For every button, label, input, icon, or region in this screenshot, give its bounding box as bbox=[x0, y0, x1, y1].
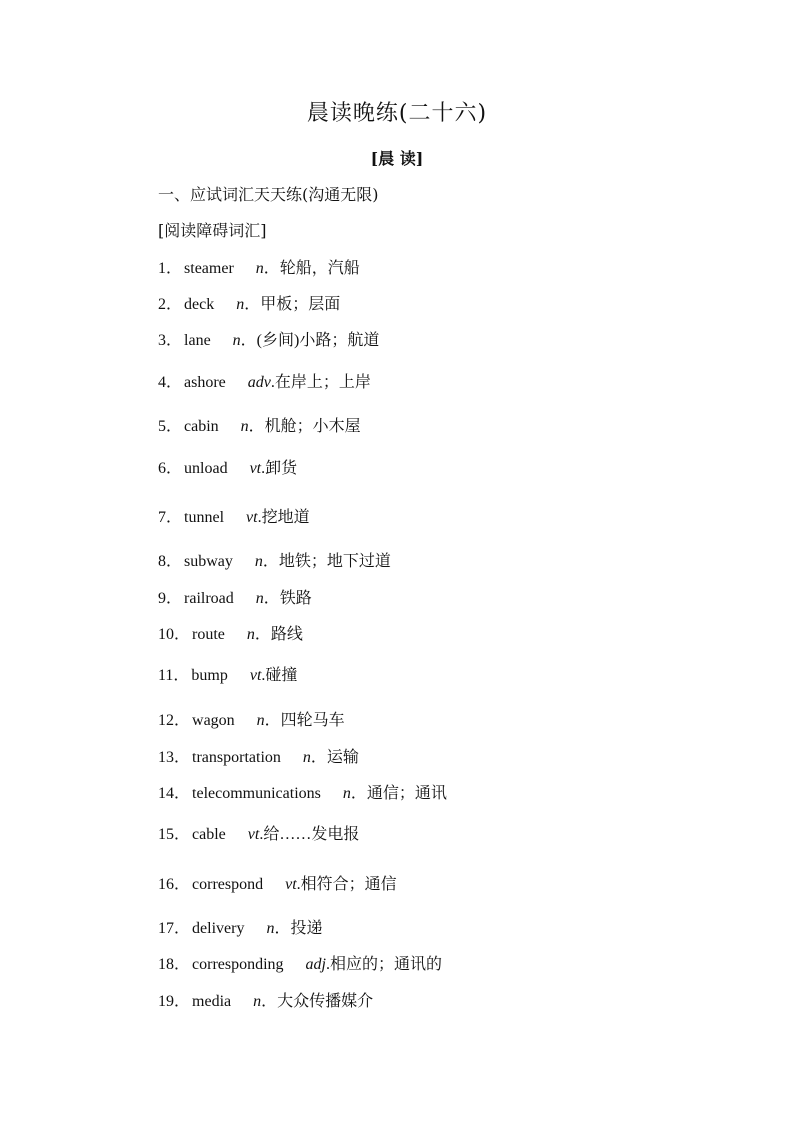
entry-word: media bbox=[192, 993, 232, 1010]
vocab-entry bbox=[158, 504, 310, 527]
entry-definition: .相符合；通信 bbox=[296, 876, 397, 893]
entry-word: cabin bbox=[184, 418, 219, 435]
entry-number: 2． bbox=[158, 296, 183, 313]
entry-number: 5． bbox=[158, 418, 183, 435]
entry-definition: ．铁路 bbox=[263, 590, 312, 607]
entry-part-of-speech: n bbox=[255, 590, 264, 607]
entry-number: 12． bbox=[158, 712, 191, 729]
entry-word: bump bbox=[191, 667, 228, 684]
entry-number: 6． bbox=[158, 460, 183, 477]
entry-part-of-speech: n bbox=[253, 993, 262, 1010]
entry-definition: ．大众传播媒介 bbox=[261, 993, 374, 1010]
entry-definition: ．四轮马车 bbox=[264, 712, 345, 729]
vocab-entry bbox=[158, 744, 359, 767]
entry-number: 19． bbox=[158, 993, 191, 1010]
section-subtitle: [晨 读] bbox=[370, 149, 424, 168]
entry-word: transportation bbox=[192, 749, 281, 766]
vocab-entry bbox=[158, 455, 297, 478]
entry-word: lane bbox=[184, 332, 211, 349]
entry-part-of-speech: n bbox=[246, 626, 255, 643]
vocab-entry bbox=[158, 255, 360, 278]
section-heading: 一、应试词汇天天练(沟通无限) bbox=[158, 185, 379, 204]
entry-part-of-speech: n bbox=[240, 418, 249, 435]
entry-number: 3． bbox=[158, 332, 183, 349]
entry-number: 17． bbox=[158, 920, 191, 937]
vocab-entry bbox=[158, 621, 303, 644]
entry-word: unload bbox=[184, 460, 228, 477]
vocab-entry bbox=[158, 327, 379, 350]
entry-definition: ．机舱；小木屋 bbox=[248, 418, 361, 435]
entry-definition: .卸货 bbox=[261, 460, 298, 477]
vocab-entry bbox=[158, 291, 340, 314]
entry-definition: ．地铁；地下过道 bbox=[262, 553, 391, 570]
entry-part-of-speech: n bbox=[232, 332, 241, 349]
entry-definition: ．(乡间)小路；航道 bbox=[240, 332, 380, 349]
entry-definition: ．运输 bbox=[310, 749, 359, 766]
entry-part-of-speech: n bbox=[255, 260, 264, 277]
entry-word: correspond bbox=[192, 876, 264, 893]
entry-definition: ．路线 bbox=[254, 626, 303, 643]
entry-definition: .在岸上；上岸 bbox=[270, 374, 371, 391]
vocab-entry bbox=[158, 707, 345, 730]
entry-number: 1． bbox=[158, 260, 183, 277]
entry-definition: .碰撞 bbox=[261, 667, 298, 684]
entry-number: 8． bbox=[158, 553, 183, 570]
entry-definition: ．投递 bbox=[274, 920, 323, 937]
vocab-entry bbox=[158, 548, 391, 571]
category-heading: [阅读障碍词汇] bbox=[158, 221, 267, 240]
vocab-entry bbox=[158, 821, 359, 844]
entry-word: steamer bbox=[184, 260, 234, 277]
entry-definition: ．通信；通讯 bbox=[350, 785, 447, 802]
entry-part-of-speech: n bbox=[302, 749, 311, 766]
vocab-entry bbox=[158, 585, 312, 608]
entry-number: 11． bbox=[158, 667, 190, 684]
entry-part-of-speech: n bbox=[256, 712, 265, 729]
entry-part-of-speech: vt bbox=[249, 460, 262, 477]
vocab-entry bbox=[158, 915, 322, 938]
page-title: 晨读晚练(二十六) bbox=[306, 101, 488, 126]
vocab-entry bbox=[158, 871, 397, 894]
entry-number: 10． bbox=[158, 626, 191, 643]
entry-word: deck bbox=[184, 296, 215, 313]
entry-part-of-speech: n bbox=[236, 296, 245, 313]
vocab-entry bbox=[158, 988, 373, 1011]
entry-word: ashore bbox=[184, 374, 226, 391]
entry-part-of-speech: vt bbox=[247, 826, 260, 843]
entry-definition: .挖地道 bbox=[257, 509, 310, 526]
entry-number: 15． bbox=[158, 826, 191, 843]
entry-number: 16． bbox=[158, 876, 191, 893]
entry-word: delivery bbox=[192, 920, 245, 937]
entry-part-of-speech: adj bbox=[305, 956, 326, 973]
entry-number: 7． bbox=[158, 509, 183, 526]
entry-definition: ．轮船，汽船 bbox=[263, 260, 360, 277]
entry-word: corresponding bbox=[192, 956, 284, 973]
entry-definition: .相应的；通讯的 bbox=[326, 956, 443, 973]
entry-word: subway bbox=[184, 553, 233, 570]
entry-part-of-speech: n bbox=[254, 553, 263, 570]
entry-part-of-speech: n bbox=[342, 785, 351, 802]
entry-part-of-speech: n bbox=[266, 920, 275, 937]
vocab-entry bbox=[158, 951, 442, 974]
entry-part-of-speech: adv bbox=[247, 374, 271, 391]
entry-part-of-speech: vt bbox=[285, 876, 297, 893]
entry-definition: .给……发电报 bbox=[259, 826, 360, 843]
entry-word: route bbox=[192, 626, 225, 643]
vocab-entry bbox=[158, 369, 371, 392]
vocab-entry bbox=[158, 780, 447, 803]
entry-word: cable bbox=[192, 826, 226, 843]
entry-word: tunnel bbox=[184, 509, 225, 526]
vocab-entry bbox=[158, 662, 297, 685]
entry-number: 4． bbox=[158, 374, 183, 391]
entry-part-of-speech: vt bbox=[249, 667, 262, 684]
entry-word: railroad bbox=[184, 590, 234, 607]
entry-word: telecommunications bbox=[192, 785, 321, 802]
entry-number: 9． bbox=[158, 590, 183, 607]
entry-definition: ．甲板；层面 bbox=[244, 296, 341, 313]
entry-word: wagon bbox=[192, 712, 235, 729]
entry-number: 14． bbox=[158, 785, 191, 802]
entry-number: 18． bbox=[158, 956, 191, 973]
entry-number: 13． bbox=[158, 749, 191, 766]
entry-part-of-speech: vt bbox=[246, 509, 258, 526]
vocab-entry bbox=[158, 413, 361, 436]
